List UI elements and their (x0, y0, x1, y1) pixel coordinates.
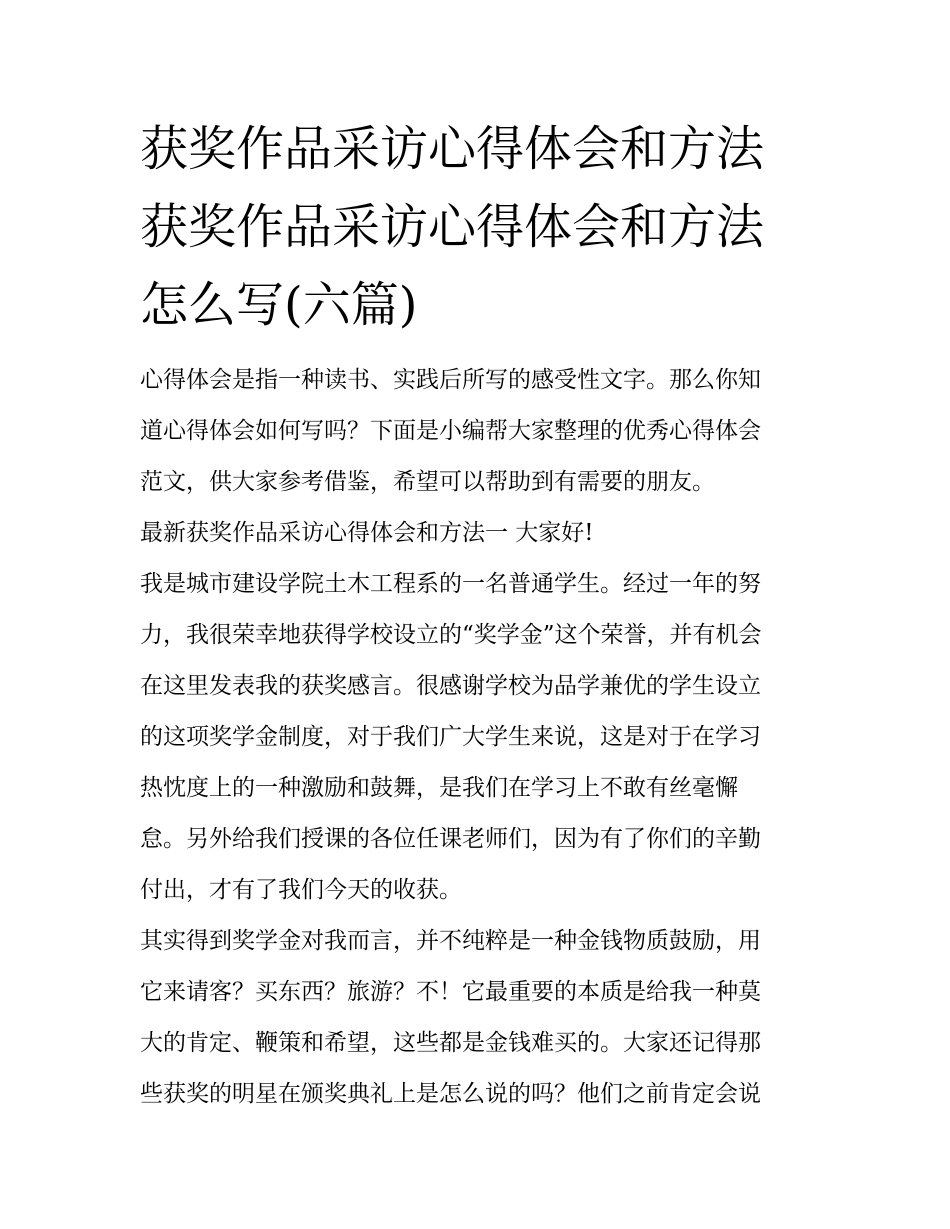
body-line: 它来请客？买东西？旅游？不！它最重要的本质是给我一种莫 (140, 979, 761, 1005)
body-line: 道心得体会如何写吗？下面是小编帮大家整理的优秀心得体会 (140, 418, 761, 444)
body-line: 我是城市建设学院土木工程系的一名普通学生。经过一年的努 (140, 571, 761, 597)
body-line: 的这项奖学金制度，对于我们广大学生来说，这是对于在学习 (140, 724, 761, 750)
body-line: 心得体会是指一种读书、实践后所写的感受性文字。那么你知 (140, 367, 761, 393)
body-text (140, 355, 820, 1120)
title-line: 获奖作品采访心得体会和方法 (140, 121, 765, 177)
body-line: 范文，供大家参考借鉴，希望可以帮助到有需要的朋友。 (140, 469, 715, 495)
body-line: 其实得到奖学金对我而言，并不纯粹是一种金钱物质鼓励，用 (140, 928, 761, 954)
body-line: 些获奖的明星在颁奖典礼上是怎么说的吗？他们之前肯定会说 (140, 1081, 761, 1107)
body-line: 最新获奖作品采访心得体会和方法一 大家好! (140, 520, 594, 546)
body-line: 在这里发表我的获奖感言。很感谢学校为品学兼优的学生设立 (140, 673, 761, 699)
body-line: 付出，才有了我们今天的收获。 (140, 877, 462, 903)
body-line: 力，我很荣幸地获得学校设立的“奖学金”这个荣誉，并有机会 (140, 622, 762, 648)
title-line: 怎么写(六篇) (140, 277, 418, 333)
body-line: 热忱度上的一种激励和鼓舞，是我们在学习上不敢有丝毫懈 (140, 775, 738, 801)
page-title (140, 110, 820, 344)
title-line: 获奖作品采访心得体会和方法 (140, 199, 765, 255)
body-line: 大的肯定、鞭策和希望，这些都是金钱难买的。大家还记得那 (140, 1030, 761, 1056)
body-line: 怠。另外给我们授课的各位任课老师们，因为有了你们的辛勤 (140, 826, 761, 852)
